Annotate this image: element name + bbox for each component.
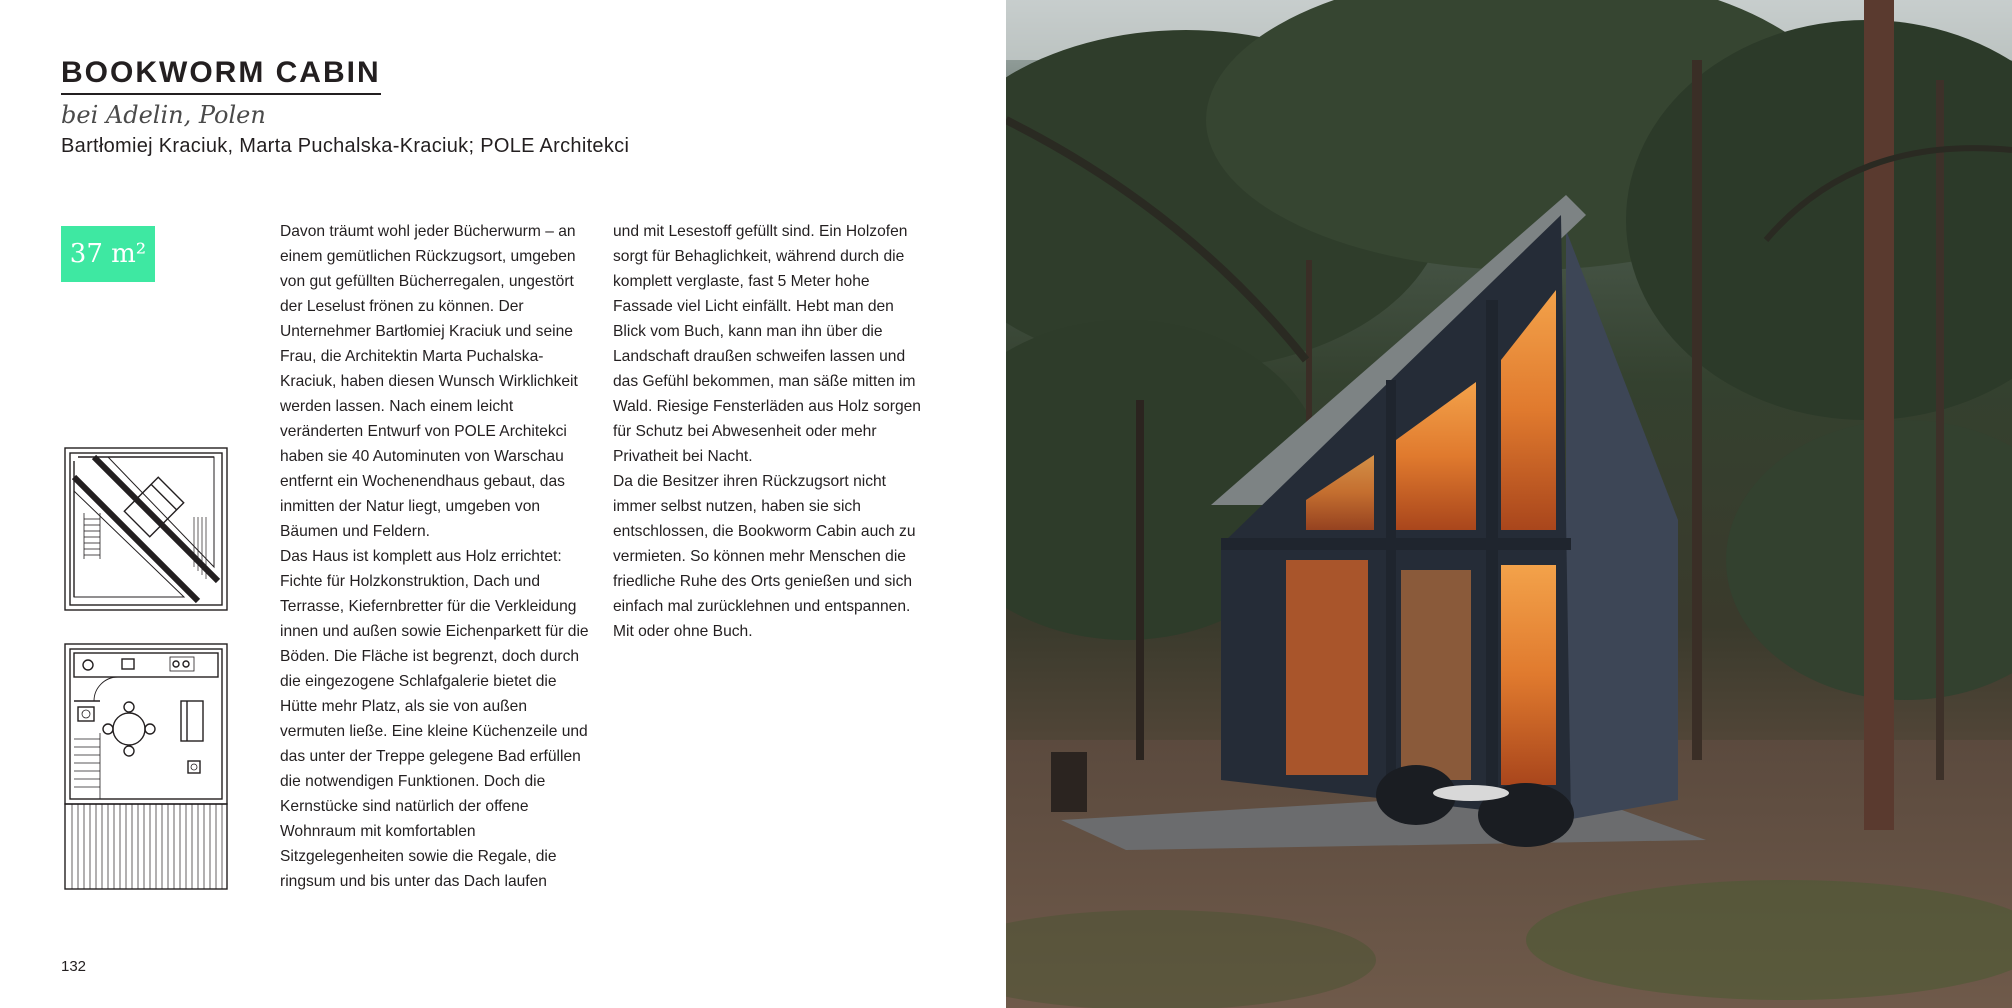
body-paragraph: Davon träumt wohl jeder Bücherwurm – an einem gemütlichen Rückzugsort, umgeben von gut gefüllten Bücherregalen, ungestört der Leselust frönen zu können. Der Unternehmer Bartłomiej Kraciuk und seine Frau, die Architektin Marta Puchalska-Kraciuk, haben diesen Wunsch Wirklichkeit werden lassen. Nach einem leicht veränderten Entwurf von POLE Architekci haben sie 40 Autominuten von Warschau entfernt ein Wochenendhaus gebaut, das inmitten der Natur liegt, umgeben von Bäumen und Feldern. [280,223,578,540]
article-title: BOOKWORM CABIN [61,56,381,95]
area-badge: 37 m² [61,226,155,282]
body-paragraph: Da die Besitzer ihren Rückzugsort nicht immer selbst nutzen, haben sie sich entschlossen, die Bookworm Cabin auch zu vermieten. So können mehr Menschen die friedliche Ruhe des Orts genießen und sich einfach mal zurücklehnen und entspannen. Mit oder ohne Buch. [613,473,916,640]
body-text-column-1 [280,219,592,894]
page-number: 132 [61,958,87,975]
article-header [61,56,629,158]
body-paragraph: Das Haus ist komplett aus Holz errichtet: Fichte für Holzkonstruktion, Dach und Terrasse, Kiefernbretter für die Verkleidung innen und außen sowie Eichenparkett für die Böden. Die Fläche ist begrenzt, doch durch die eingezogene Schlafgalerie bietet die Hütte mehr Platz, als sie von außen vermuten ließe. Eine kleine Küchenzeile und das unter der Treppe gelegene Bad erfüllen die notwendigen Funktionen. Doch die Kernstücke sind natürlich der offene Wohnraum mit komfortablen Sitzgelegenheiten sowie die Regale, die ringsum und bis unter das Dach laufen [280,548,589,890]
cabin-illustration [1006,0,2012,1008]
article-location: bei Adelin, Polen [61,101,266,129]
upper-floor-plan [64,447,228,611]
ground-floor-plan [64,643,228,891]
body-paragraph: und mit Lesestoff gefüllt sind. Ein Holzofen sorgt für Behaglichkeit, während durch die komplett verglaste, fast 5 Meter hohe Fassade viel Licht einfällt. Hebt man den Blick vom Buch, kann man ihn über die Landschaft draußen schweifen lassen und das Gefühl bekommen, man säße mitten im Wald. Riesige Fensterläden aus Holz sorgen für Schutz bei Abwesenheit oder mehr Privatheit bei Nacht. [613,223,921,465]
body-text-column-2 [613,219,925,644]
article-architects: Bartłomiej Kraciuk, Marta Puchalska-Kraciuk; POLE Architekci [61,135,630,157]
cabin-photo [1006,0,2012,1008]
